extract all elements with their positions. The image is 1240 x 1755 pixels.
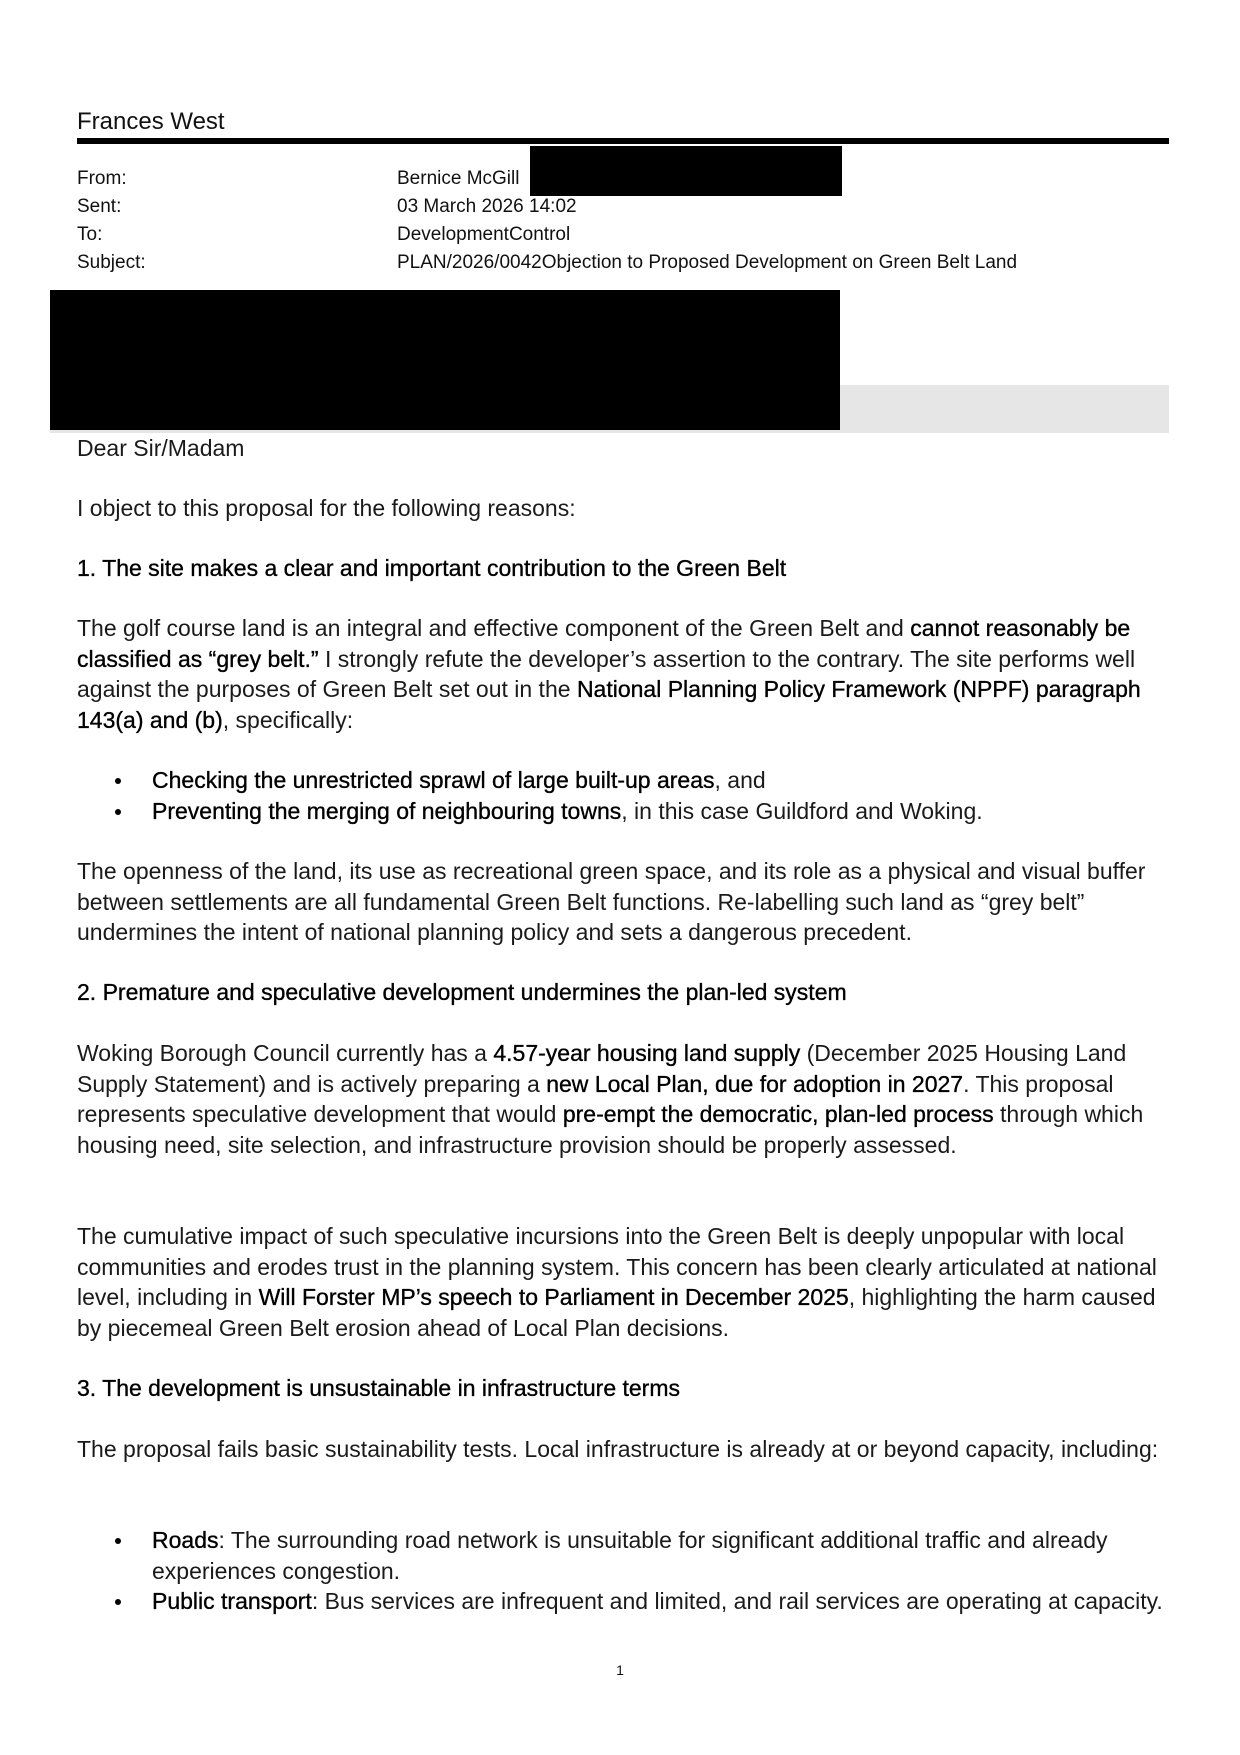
redaction-block (530, 146, 842, 196)
section-2-heading: 2. Premature and speculative development undermines the plan-led system (77, 979, 847, 1005)
section-1-paragraph-2: The openness of the land, its use as recreational green space, and its role as a physical and visual buffer between settlements are all fundamental Green Belt functions. Re-labelling such land as “grey belt” undermines the intent of national planning policy and sets a dangerous precedent. (77, 858, 1146, 945)
from-label: From: (77, 168, 127, 189)
section-1-paragraph-1: The golf course land is an integral and effective component of the Green Belt and cannot reasonably be classified as “grey belt.” I strongly refute the developer’s assertion to the contrary. The site performs well against the purposes of Green Belt set out in the National Planning Policy Framework (NPPF) paragraph 143(a) and (b), specifically: (77, 615, 1141, 733)
greeting: Dear Sir/Madam (77, 435, 245, 461)
list-item: Preventing the merging of neighbouring towns, in this case Guildford and Woking. (77, 796, 1177, 827)
subject-label: Subject: (77, 252, 146, 273)
list-item: Public transport: Bus services are infrequent and limited, and rail services are operating at capacity. (77, 1586, 1177, 1617)
to-value: DevelopmentControl (397, 224, 571, 245)
section-3-paragraph-1: The proposal fails basic sustainability tests. Local infrastructure is already at or beyond capacity, including: (77, 1436, 1159, 1462)
section-2-paragraph-1: Woking Borough Council currently has a 4.57-year housing land supply (December 2025 Housing Land Supply Statement) and is actively preparing a new Local Plan, due for adoption in 2027. This proposal represents speculative development that would pre-empt the democratic, plan-led process through which housing need, site selection, and infrastructure provision should be properly assessed. (77, 1040, 1144, 1158)
section-3-heading: 3. The development is unsustainable in infrastructure terms (77, 1375, 680, 1401)
section-1-bullets (77, 765, 1177, 826)
section-1-heading: 1. The site makes a clear and important contribution to the Green Belt (77, 555, 787, 581)
page-number: 1 (616, 1662, 624, 1678)
to-label: To: (77, 224, 103, 245)
list-item: Roads: The surrounding road network is unsuitable for significant additional traffic and already experiences congestion. (77, 1525, 1177, 1586)
intro-text: I object to this proposal for the following reasons: (77, 495, 576, 521)
sent-label: Sent: (77, 196, 122, 217)
section-3-bullets (77, 1525, 1177, 1617)
header-rule (77, 138, 1169, 144)
sender-name: Frances West (77, 108, 225, 135)
subject-value: PLAN/2026/0042Objection to Proposed Development on Green Belt Land (397, 252, 1018, 273)
from-value: Bernice McGill (397, 168, 520, 189)
section-2-paragraph-2: The cumulative impact of such speculative incursions into the Green Belt is deeply unpopular with local communities and erodes trust in the planning system. This concern has been clearly articulated at national level, including in Will Forster MP’s speech to Parliament in December 2025, highlighting the harm caused by piecemeal Green Belt erosion ahead of Local Plan decisions. (77, 1223, 1157, 1341)
list-item: Checking the unrestricted sprawl of large built-up areas, and (77, 765, 1177, 796)
sent-value: 03 March 2026 14:02 (397, 196, 577, 217)
redaction-block (50, 290, 840, 430)
